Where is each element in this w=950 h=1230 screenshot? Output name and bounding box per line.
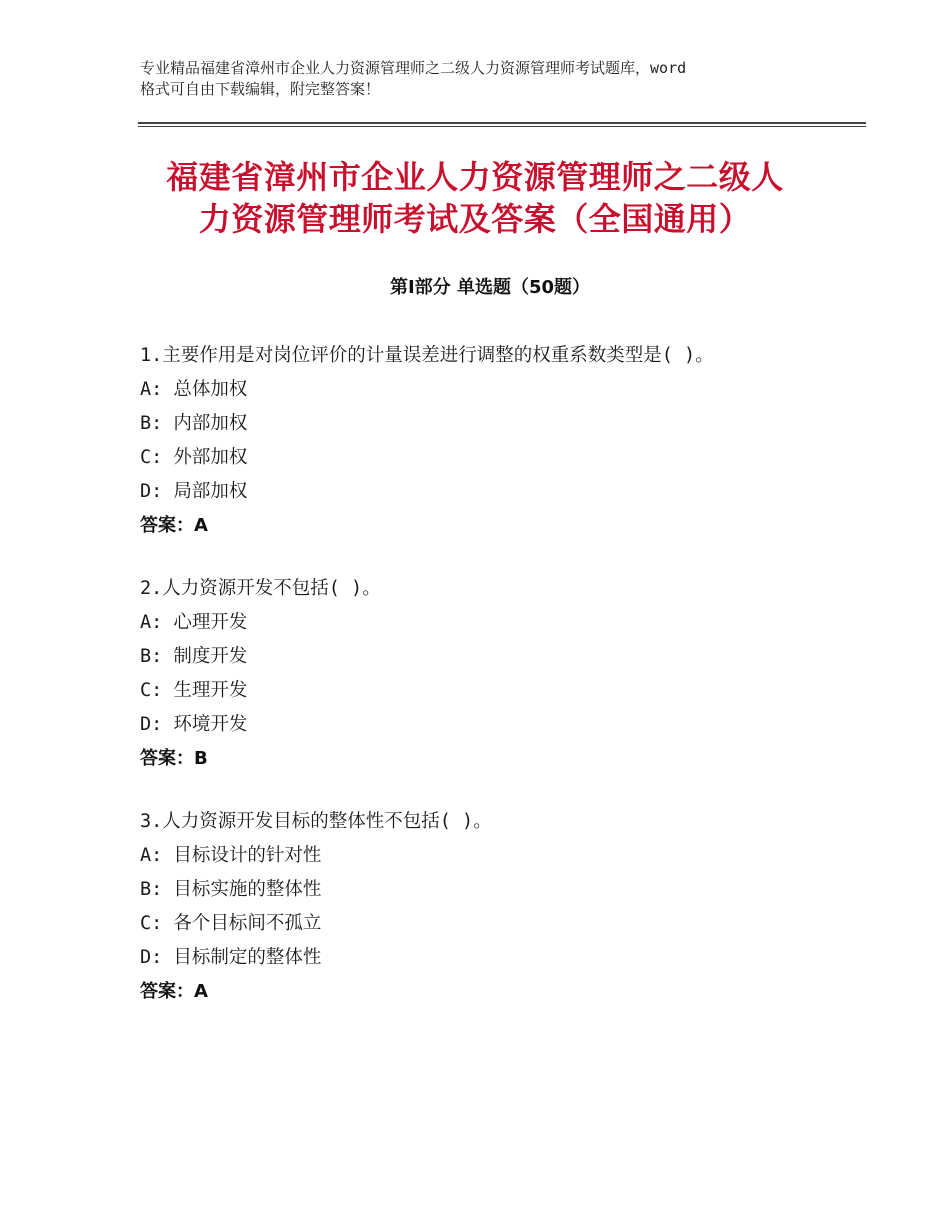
question-2 — [140, 572, 840, 776]
option-b: B: 内部加权 — [140, 413, 248, 434]
option-d: D: 局部加权 — [140, 481, 248, 502]
option-c: C: 生理开发 — [140, 680, 248, 701]
header-note — [140, 58, 830, 100]
answer: 答案：B — [140, 748, 208, 769]
question-3 — [140, 805, 840, 1009]
answer: 答案：A — [140, 515, 208, 536]
option-d: D: 目标制定的整体性 — [140, 947, 322, 968]
option-c: C: 各个目标间不孤立 — [140, 913, 322, 934]
question-stem: 1.主要作用是对岗位评价的计量误差进行调整的权重系数类型是( )。 — [140, 345, 714, 366]
option-a: A: 心理开发 — [140, 612, 248, 633]
option-d: D: 环境开发 — [140, 714, 248, 735]
question-1 — [140, 339, 840, 543]
section-title: 第Ⅰ部分 单选题（50题） — [389, 277, 590, 298]
option-a: A: 目标设计的针对性 — [140, 845, 322, 866]
option-b: B: 制度开发 — [140, 646, 248, 667]
option-c: C: 外部加权 — [140, 447, 248, 468]
document-title — [110, 156, 840, 240]
header-note-line-2: 格式可自由下载编辑，附完整答案！ — [140, 80, 381, 98]
document-title-line-1: 福建省漳州市企业人力资源管理师之二级人 — [166, 158, 784, 196]
header-divider-top — [138, 122, 866, 124]
header-divider-bottom — [138, 126, 866, 127]
option-a: A: 总体加权 — [140, 379, 248, 400]
answer: 答案：A — [140, 981, 208, 1002]
option-b: B: 目标实施的整体性 — [140, 879, 322, 900]
question-stem: 3.人力资源开发目标的整体性不包括( )。 — [140, 811, 492, 832]
header-note-line-1: 专业精品福建省漳州市企业人力资源管理师之二级人力资源管理师考试题库，word — [140, 59, 687, 77]
question-list — [140, 339, 840, 1038]
document-title-line-2: 力资源管理师考试及答案（全国通用） — [198, 200, 752, 238]
question-stem: 2.人力资源开发不包括( )。 — [140, 578, 381, 599]
